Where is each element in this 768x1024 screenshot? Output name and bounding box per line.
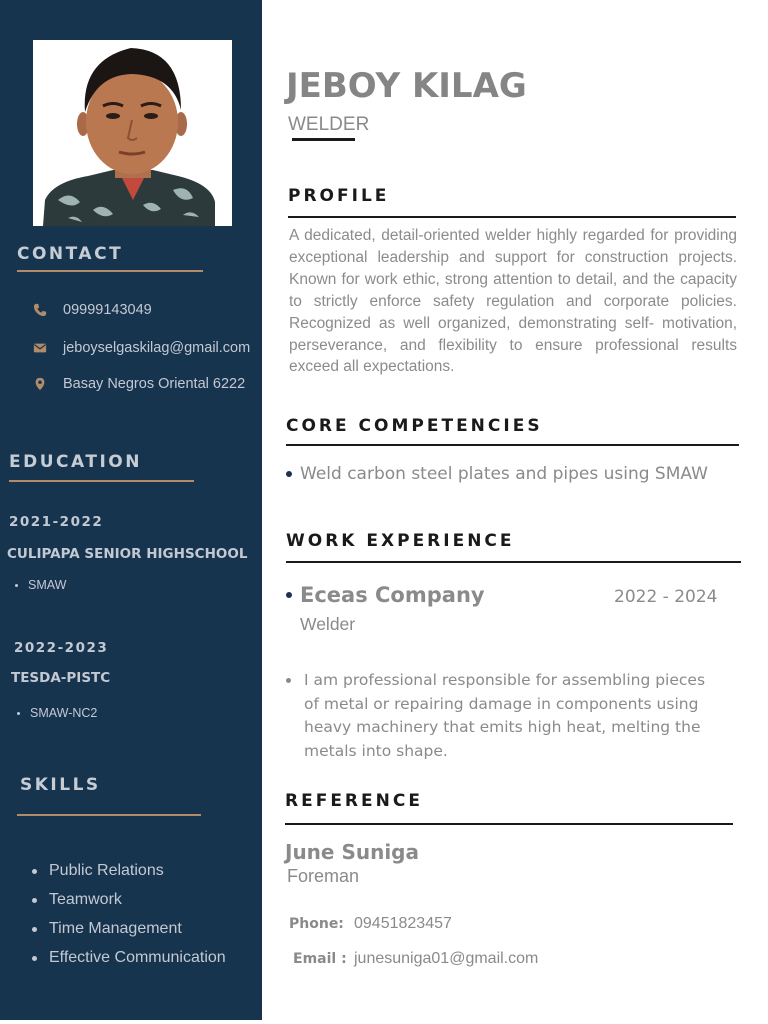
title-underline xyxy=(292,138,355,141)
email-icon xyxy=(32,340,48,356)
reference-phone-label: Phone: xyxy=(289,916,344,932)
contact-heading: CONTACT xyxy=(17,244,124,264)
skill-label: Effective Communication xyxy=(49,949,226,966)
skill-label: Time Management xyxy=(49,920,182,937)
contact-phone xyxy=(32,302,152,318)
education-heading: EDUCATION xyxy=(9,452,142,472)
candidate-title: WELDER xyxy=(288,114,370,135)
education-item xyxy=(15,578,66,592)
skill-label: Public Relations xyxy=(49,862,164,879)
contact-email xyxy=(32,340,250,356)
location-icon xyxy=(32,376,48,392)
candidate-name: JEBOY KILAG xyxy=(286,66,527,106)
reference-divider xyxy=(285,823,733,825)
bullet-icon xyxy=(32,869,37,874)
skill-label: Teamwork xyxy=(49,891,122,908)
profile-heading: PROFILE xyxy=(288,186,390,206)
bullet-icon xyxy=(286,471,292,477)
work-duty xyxy=(286,669,726,764)
reference-phone: 09451823457 xyxy=(354,915,452,932)
skill-item xyxy=(32,949,226,967)
work-divider xyxy=(286,561,741,563)
profile-photo xyxy=(33,40,232,226)
profile-summary: A dedicated, detail-oriented welder highly regarded for providing exceptional leadership and support for construction projects. Known for work ethic, strong attention to detail, and the capacity to strictly enforce safety regulation and corporate policies. Recognized as well organized, demonstrating self- motivation, perseverance, and flexibility to ensure professional results exceed all expectations. xyxy=(289,227,737,376)
bullet-icon xyxy=(17,712,20,715)
skill-item xyxy=(32,920,182,938)
work-heading: WORK EXPERIENCE xyxy=(286,531,515,551)
education-item-label: SMAW xyxy=(28,578,67,592)
contact-email-value: jeboyselgaskilag@gmail.com xyxy=(63,340,251,356)
education-school: TESDA-PISTC xyxy=(11,670,111,686)
sidebar xyxy=(0,0,262,1020)
phone-icon xyxy=(32,302,48,318)
education-item-label: SMAW-NC2 xyxy=(30,706,98,720)
bullet-icon xyxy=(32,956,37,961)
reference-name: June Suniga xyxy=(285,840,419,864)
bullet-icon xyxy=(286,592,292,598)
contact-divider xyxy=(17,270,203,272)
education-school: CULIPAPA SENIOR HIGHSCHOOL xyxy=(7,546,248,562)
reference-role: Foreman xyxy=(287,866,360,886)
bullet-icon xyxy=(32,898,37,903)
bullet-icon xyxy=(286,678,291,683)
competency-item xyxy=(286,464,708,484)
reference-heading: REFERENCE xyxy=(285,791,423,811)
competencies-heading: CORE COMPETENCIES xyxy=(286,416,543,436)
education-years: 2022-2023 xyxy=(14,640,109,656)
work-duty-text: I am professional responsible for assembling pieces of metal or repairing damage in components using heavy machinery that emits high heat, melting the metals into shape. xyxy=(304,671,706,761)
education-divider xyxy=(9,480,194,482)
contact-phone-value: 09999143049 xyxy=(63,302,152,318)
bullet-icon xyxy=(15,584,18,587)
skill-item xyxy=(32,891,122,909)
skill-item xyxy=(32,862,164,880)
work-role: Welder xyxy=(300,614,356,634)
bullet-icon xyxy=(32,927,37,932)
competencies-divider xyxy=(286,444,739,446)
competency-label: Weld carbon steel plates and pipes using SMAW xyxy=(300,464,708,484)
portrait-photo-icon xyxy=(33,40,232,226)
profile-divider xyxy=(288,216,736,218)
skills-divider xyxy=(17,814,201,816)
skills-heading: SKILLS xyxy=(20,775,101,795)
education-years: 2021-2022 xyxy=(9,514,104,530)
reference-email-label: Email : xyxy=(293,951,347,967)
company-name: Eceas Company xyxy=(300,583,485,607)
work-company xyxy=(286,583,485,607)
reference-email: junesuniga01@gmail.com xyxy=(354,950,539,967)
contact-address-value: Basay Negros Oriental 6222 xyxy=(63,376,246,392)
education-item xyxy=(17,706,97,720)
contact-address xyxy=(32,376,245,392)
work-years: 2022 - 2024 xyxy=(614,587,718,607)
